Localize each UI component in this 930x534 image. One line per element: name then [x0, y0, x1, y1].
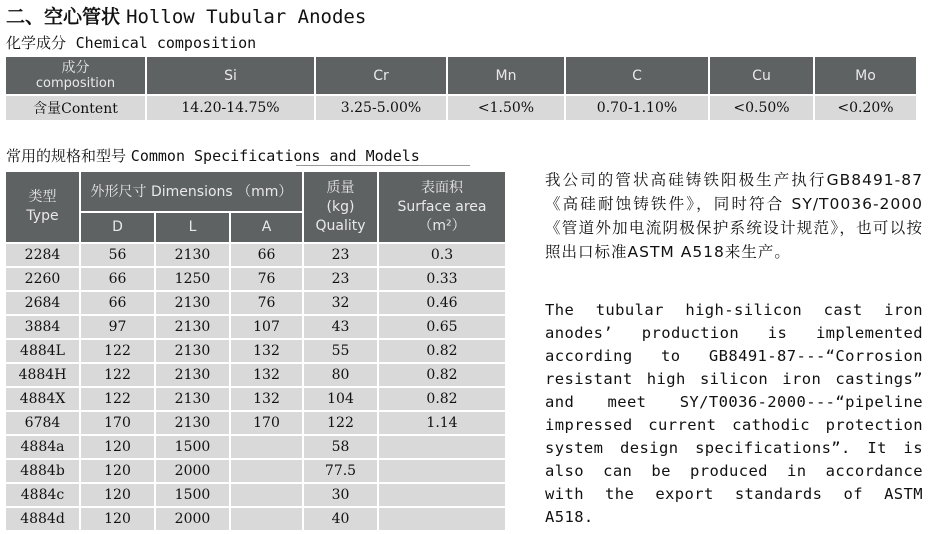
- table-row: [6, 484, 505, 506]
- spec-cell-mass: 32: [304, 292, 377, 314]
- spec-cell-area: 0.3: [379, 244, 505, 266]
- spec-cell-l: 2130: [156, 364, 229, 386]
- dim-col-header: L: [156, 213, 229, 242]
- content-label: 含量Content: [6, 96, 145, 120]
- spec-cell-area: [379, 460, 505, 482]
- spec-cell-a: 132: [231, 388, 302, 410]
- spec-cell-mass: 122: [304, 412, 377, 434]
- content-value: 0.70-1.10%: [566, 96, 708, 120]
- spec-cell-mass: 40: [304, 508, 377, 530]
- description-zh: 我公司的管状高硅铸铁阳极生产执行GB8491-87《高硅耐蚀铸铁件》，同时符合 SY/T0036-2000《管道外加电流阴极保护系统设计规范》，也可以按照出口标准ASTM A518来生产。: [545, 171, 923, 261]
- mass-header-en: Quality: [315, 217, 366, 234]
- spec-cell-mass: 55: [304, 340, 377, 362]
- spec-cell-type: 4884c: [6, 484, 79, 506]
- table-header-row: [6, 57, 916, 94]
- table-row: [6, 268, 505, 290]
- spec-cell-d: 120: [81, 436, 154, 458]
- spec-cell-d: 170: [81, 412, 154, 434]
- area-header-unit: （m²）: [418, 217, 466, 234]
- table-row: [6, 388, 505, 410]
- spec-cell-area: 0.33: [379, 268, 505, 290]
- spec-cell-area: 0.65: [379, 316, 505, 338]
- spec-cell-l: 2130: [156, 292, 229, 314]
- spec-cell-type: 4884a: [6, 436, 79, 458]
- spec-cell-mass: 104: [304, 388, 377, 410]
- dim-col-header: A: [231, 213, 302, 242]
- spec-cell-l: 2000: [156, 460, 229, 482]
- table-row: [6, 460, 505, 482]
- table-row: [6, 292, 505, 314]
- spec-cell-area: 0.82: [379, 388, 505, 410]
- table-row: [6, 340, 505, 362]
- table-row: [6, 244, 505, 266]
- spec-cell-a: [231, 508, 302, 530]
- spec-cell-d: 66: [81, 292, 154, 314]
- content-value: <1.50%: [448, 96, 564, 120]
- table-row: [6, 96, 916, 120]
- spec-cell-type: 4884H: [6, 364, 79, 386]
- element-header: Si: [147, 57, 314, 94]
- table-row: [6, 412, 505, 434]
- table-row: [6, 436, 505, 458]
- spec-cell-area: [379, 508, 505, 530]
- section-title: [6, 2, 366, 29]
- spec-cell-mass: 77.5: [304, 460, 377, 482]
- type-header: [6, 172, 79, 242]
- spec-cell-a: 170: [231, 412, 302, 434]
- spec-table-body: [6, 244, 505, 530]
- spec-cell-l: 2000: [156, 508, 229, 530]
- spec-cell-mass: 58: [304, 436, 377, 458]
- spec-cell-d: 120: [81, 460, 154, 482]
- composition-header-zh: 成分: [61, 59, 90, 76]
- section-title-en: Hollow Tubular Anodes: [126, 6, 367, 28]
- spec-cell-d: 122: [81, 364, 154, 386]
- spec-subtitle-en: Common Specifications and Models: [130, 147, 420, 165]
- spec-cell-d: 120: [81, 484, 154, 506]
- spec-cell-type: 6784: [6, 412, 79, 434]
- spec-cell-a: 76: [231, 292, 302, 314]
- spec-cell-a: [231, 460, 302, 482]
- spec-cell-d: 120: [81, 508, 154, 530]
- spec-cell-area: 0.46: [379, 292, 505, 314]
- spec-cell-l: 1250: [156, 268, 229, 290]
- spec-cell-a: [231, 484, 302, 506]
- spec-cell-type: 4884X: [6, 388, 79, 410]
- spec-cell-a: 76: [231, 268, 302, 290]
- dim-col-header: D: [81, 213, 154, 242]
- spec-cell-a: 132: [231, 364, 302, 386]
- element-header: C: [566, 57, 708, 94]
- section-title-zh: 二、空心管状: [6, 6, 121, 28]
- mass-header-zh: 质量: [326, 179, 355, 196]
- spec-cell-type: 4884d: [6, 508, 79, 530]
- spec-cell-l: 2130: [156, 388, 229, 410]
- table-header-row: [6, 172, 505, 211]
- spec-cell-d: 56: [81, 244, 154, 266]
- table-row: [6, 364, 505, 386]
- dimensions-header: 外形尺寸 Dimensions （mm）: [81, 172, 302, 211]
- chem-subtitle-zh: 化学成分: [6, 34, 67, 52]
- spec-cell-type: 3884: [6, 316, 79, 338]
- spec-cell-area: [379, 484, 505, 506]
- spec-cell-type: 4884b: [6, 460, 79, 482]
- spec-cell-l: 1500: [156, 436, 229, 458]
- table-row: [6, 508, 505, 530]
- spec-cell-area: 0.82: [379, 340, 505, 362]
- description-en: The tubular high-silicon cast iron anodes’ production is implemented according to GB8491-87---“Corrosion resistant high silicon iron castings” and meet SY/T0036-2000---“pipeline impressed current cathodic protection system design specifications”. It is also can be produced in accordance with the export standards of ASTM A518.: [545, 301, 923, 526]
- spec-cell-mass: 43: [304, 316, 377, 338]
- subtitle-underline: [296, 165, 470, 166]
- spec-cell-mass: 23: [304, 244, 377, 266]
- content-value: 14.20-14.75%: [147, 96, 314, 120]
- spec-cell-type: 2260: [6, 268, 79, 290]
- spec-subtitle: [6, 145, 420, 166]
- content-value: 3.25-5.00%: [316, 96, 446, 120]
- spec-cell-area: 0.82: [379, 364, 505, 386]
- spec-subtitle-zh: 常用的规格和型号: [6, 147, 127, 165]
- spec-cell-a: [231, 436, 302, 458]
- specifications-table: [4, 170, 507, 532]
- spec-cell-mass: 30: [304, 484, 377, 506]
- element-header: Cr: [316, 57, 446, 94]
- area-header-zh: 表面积: [421, 179, 463, 196]
- spec-cell-l: 2130: [156, 340, 229, 362]
- spec-cell-type: 2684: [6, 292, 79, 314]
- spec-cell-mass: 80: [304, 364, 377, 386]
- chem-subtitle: [6, 32, 256, 53]
- element-header: Cu: [710, 57, 813, 94]
- spec-cell-area: [379, 436, 505, 458]
- spec-cell-d: 66: [81, 268, 154, 290]
- spec-cell-l: 2130: [156, 244, 229, 266]
- spec-cell-type: 2284: [6, 244, 79, 266]
- spec-cell-a: 66: [231, 244, 302, 266]
- chemical-composition-table: [4, 55, 918, 122]
- type-header-en: Type: [26, 208, 59, 224]
- spec-cell-a: 132: [231, 340, 302, 362]
- type-header-zh: 类型: [28, 189, 57, 205]
- spec-cell-a: 107: [231, 316, 302, 338]
- mass-header-unit: (kg): [326, 198, 355, 215]
- table-row: [6, 316, 505, 338]
- area-header-en: Surface area: [397, 198, 487, 215]
- content-value: <0.20%: [815, 96, 916, 120]
- content-value: <0.50%: [710, 96, 813, 120]
- spec-cell-l: 2130: [156, 412, 229, 434]
- spec-cell-l: 1500: [156, 484, 229, 506]
- element-header: Mn: [448, 57, 564, 94]
- spec-cell-type: 4884L: [6, 340, 79, 362]
- chem-subtitle-en: Chemical composition: [75, 34, 257, 52]
- mass-header: [304, 172, 377, 242]
- element-header: Mo: [815, 57, 916, 94]
- composition-header-en: composition: [35, 75, 116, 91]
- composition-header: [6, 57, 145, 94]
- area-header: [379, 172, 505, 242]
- spec-cell-mass: 23: [304, 268, 377, 290]
- spec-cell-d: 122: [81, 340, 154, 362]
- spec-cell-area: 1.14: [379, 412, 505, 434]
- spec-cell-l: 2130: [156, 316, 229, 338]
- spec-cell-d: 122: [81, 388, 154, 410]
- spec-cell-d: 97: [81, 316, 154, 338]
